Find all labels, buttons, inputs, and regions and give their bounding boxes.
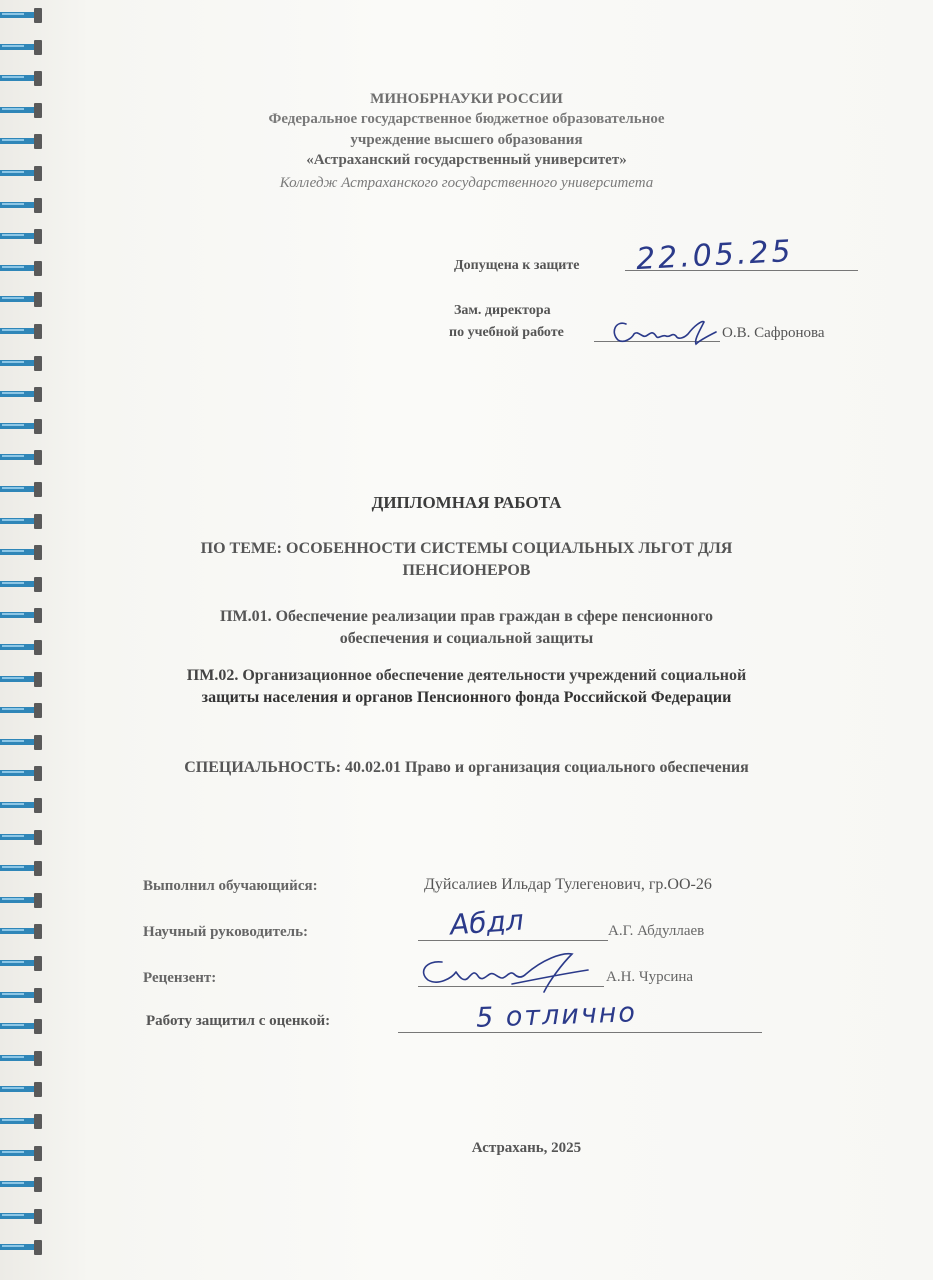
university-name: «Астраханский государственный университет» [306, 152, 627, 168]
binding-ring [0, 1019, 44, 1034]
binding-ring [0, 1146, 44, 1161]
binding-ring [0, 798, 44, 813]
pm02-line-1: ПМ.02. Организационное обеспечение деятельности учреждений социальной [186, 667, 747, 684]
deputy-line-1: Зам. директора [454, 303, 551, 318]
binding-ring [0, 387, 44, 402]
header-line-2: учреждение высшего образования [350, 132, 583, 148]
document-title: ДИПЛОМНАЯ РАБОТА [371, 493, 562, 512]
reviewer-label: Рецензент: [143, 970, 217, 986]
binding-ring [0, 292, 44, 307]
binding-ring [0, 198, 44, 213]
advisor-name: А.Г. Абдуллаев [608, 923, 705, 939]
topic-line-2: ПЕНСИОНЕРОВ [402, 562, 531, 579]
binding-ring [0, 861, 44, 876]
student-label: Выполнил обучающийся: [143, 878, 318, 894]
binding-ring [0, 1177, 44, 1192]
binding-ring [0, 830, 44, 845]
binding-ring [0, 229, 44, 244]
binding-ring [0, 1209, 44, 1224]
specialty: СПЕЦИАЛЬНОСТЬ: 40.02.01 Право и организация социального обеспечения [184, 759, 749, 776]
deputy-line-2: по учебной работе [449, 325, 564, 340]
admitted-label: Допущена к защите [454, 258, 580, 273]
reviewer-signature [412, 948, 592, 998]
grade-label: Работу защитил с оценкой: [146, 1013, 331, 1029]
advisor-label: Научный руководитель: [143, 924, 308, 940]
binding-ring [0, 893, 44, 908]
binding-ring [0, 1114, 44, 1129]
pm02-line-2: защиты населения и органов Пенсионного фонда Российской Федерации [201, 689, 732, 706]
pm01-line-1: ПМ.01. Обеспечение реализации прав граждан в сфере пенсионного [220, 608, 713, 625]
reviewer-name: А.Н. Чурсина [606, 969, 694, 985]
binding-ring [0, 514, 44, 529]
binding-ring [0, 450, 44, 465]
binding-ring [0, 419, 44, 434]
college-name: Колледж Астраханского государственного университета [279, 175, 654, 191]
city-year: Астрахань, 2025 [471, 1140, 582, 1156]
binding-ring [0, 1051, 44, 1066]
student-value: Дуйсалиев Ильдар Тулегенович, гр.ОО-26 [424, 876, 712, 893]
ministry-name: МИНОБРНАУКИ РОССИИ [370, 91, 563, 107]
advisor-signature: Абдл [448, 903, 525, 942]
binding-ring [0, 1240, 44, 1255]
topic-line-1: ПО ТЕМЕ: ОСОБЕННОСТИ СИСТЕМЫ СОЦИАЛЬНЫХ ЛЬГОТ ДЛЯ [200, 540, 733, 557]
pm01-line-2: обеспечения и социальной защиты [339, 630, 594, 647]
binding-ring [0, 71, 44, 86]
deputy-name: О.В. Сафронова [722, 325, 825, 341]
binding-ring [0, 261, 44, 276]
binding-ring [0, 1082, 44, 1097]
grade-underline [398, 1032, 762, 1033]
binding-ring [0, 356, 44, 371]
advisor-underline [418, 940, 608, 941]
grade-handwriting: 5 отлично [475, 997, 638, 1034]
binding-ring [0, 735, 44, 750]
binding-ring [0, 40, 44, 55]
binding-ring [0, 956, 44, 971]
binding-ring [0, 924, 44, 939]
deputy-signature [604, 310, 724, 352]
binding-ring [0, 324, 44, 339]
header-line-1: Федеральное государственное бюджетное образовательное [268, 111, 665, 127]
binding-ring [0, 988, 44, 1003]
admitted-date: 22.05.25 [635, 233, 795, 278]
binding-ring [0, 8, 44, 23]
